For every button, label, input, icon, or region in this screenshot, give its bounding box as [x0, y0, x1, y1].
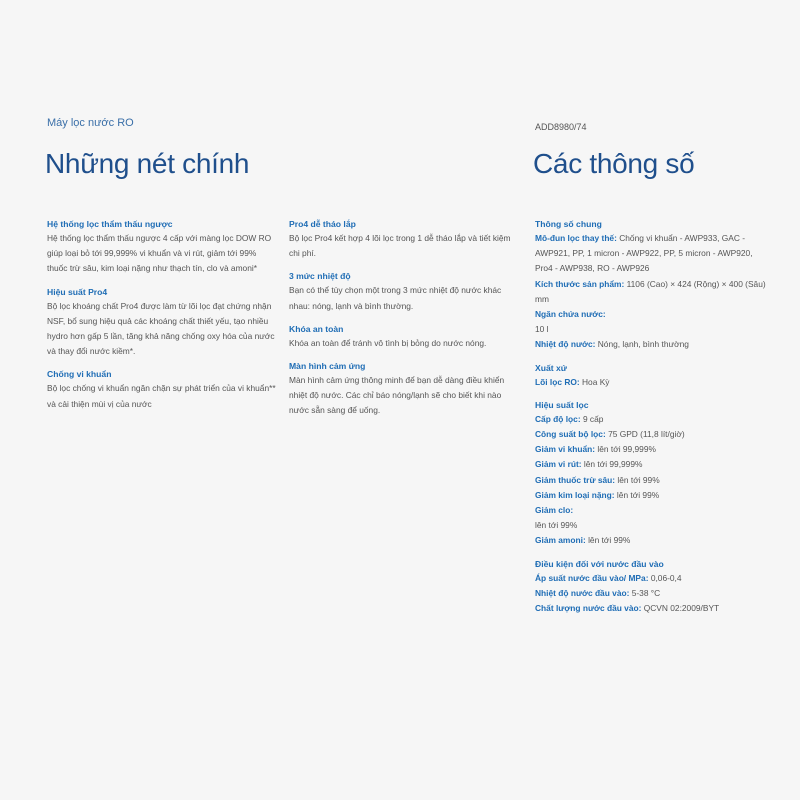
spec-value: lên tới 99% [535, 520, 578, 531]
spec-group-performance [535, 399, 767, 549]
spec-key: Chất lượng nước đầu vào [535, 603, 639, 614]
spec-value: Nóng, lạnh, bình thường [597, 339, 689, 350]
spec-group-title: Điều kiện đối với nước đầu vào [535, 558, 664, 569]
spec-group-input [535, 558, 767, 617]
feature-title: Chống vi khuẩn [47, 369, 112, 380]
spec-value: lên tới 99% [616, 489, 660, 500]
feature-body: Bộ lọc Pro4 kết hợp 4 lõi lọc trong 1 dễ tháo lắp và tiết kiệm chi phí. [289, 233, 511, 259]
spec-row: Giảm vi rút: lên tới 99,999% [535, 459, 643, 470]
spec-row: Lõi lọc RO: Hoa Kỳ [535, 376, 610, 387]
spec-row: Giảm thuốc trừ sâu: lên tới 99% [535, 474, 660, 485]
spec-key: Lõi lọc RO [535, 376, 577, 387]
feature-body: Màn hình cảm ứng thông minh để bạn dễ dàng điều khiển nhiệt độ nước. Các chỉ báo nóng/lạnh sẽ cho biết khi nào nước sẵn sàng để uống. [289, 375, 505, 416]
spec-row: Cấp độ lọc: 9 cấp [535, 413, 604, 424]
spec-row: Mô-đun lọc thay thế: Chống vi khuẩn - AWP933, GAC - AWP921, PP, 1 micron - AWP922, PP, 5 micron - AWP920, Pro4 - AWP938, RO - AWP926 [535, 233, 753, 274]
spec-key: Cấp độ lọc [535, 413, 578, 424]
specs-heading: Các thông số [533, 148, 695, 179]
spec-value: 5-38 °C [631, 587, 661, 598]
feature-title: Màn hình cảm ứng [289, 361, 366, 372]
spec-group-title: Thông số chung [535, 219, 602, 229]
spec-row: Áp suất nước đầu vào/ MPa: 0,06-0,4 [535, 572, 682, 583]
spec-row: Nhiệt độ nước: Nóng, lạnh, bình thường [535, 339, 689, 350]
spec-row: Ngăn chứa nước: 10 l [535, 309, 606, 335]
model-number: ADD8980/74 [535, 122, 587, 132]
feature-title: 3 mức nhiệt độ [289, 271, 351, 282]
spec-key: Giảm vi khuẩn [535, 444, 593, 455]
feature-body: Khóa an toàn để tránh vô tình bị bỏng do nước nóng. [289, 337, 487, 348]
feature-title: Hệ thống lọc thẩm thấu ngược [47, 219, 173, 229]
spec-key: Nhiệt độ nước [535, 339, 593, 350]
feature-body: Bộ lọc chống vi khuẩn ngăn chặn sự phát triển của vi khuẩn** và cải thiện mùi vị của nước [47, 383, 276, 409]
features-column-2 [289, 218, 511, 428]
spec-row: Giảm kim loại nặng: lên tới 99% [535, 489, 660, 500]
spec-row: Giảm clo: lên tới 99% [535, 505, 578, 531]
spec-key: Giảm kim loại nặng [535, 489, 612, 500]
spec-row: Chất lượng nước đầu vào: QCVN 02:2009/BYT [535, 603, 720, 614]
feature-body: Hệ thống lọc thẩm thấu ngược 4 cấp với màng lọc DOW RO giúp loại bỏ tới 99,999% vi khuẩn và vi rút, giảm tới 99% thuốc trừ sâu, kim loại nặng như thạch tín, clo và amoni* [47, 233, 272, 274]
spec-key: Mô-đun lọc thay thế [535, 233, 615, 243]
spec-row: Giảm vi khuẩn: lên tới 99,999% [535, 444, 656, 455]
spec-group-origin [535, 362, 767, 390]
spec-value: QCVN 02:2009/BYT [643, 603, 720, 614]
features-heading: Những nét chính [45, 148, 250, 179]
feature-title: Khóa an toàn [289, 323, 344, 334]
spec-value: 1106 (Cao) × 424 (Rộng) × 400 (Sâu) mm [535, 278, 766, 304]
spec-value: lên tới 99,999% [583, 459, 643, 470]
spec-key: Áp suất nước đầu vào/ MPa [535, 572, 646, 583]
spec-key: Nhiệt độ nước đầu vào [535, 587, 627, 598]
spec-row: Giảm amoni: lên tới 99% [535, 535, 631, 546]
spec-group-general [535, 218, 767, 353]
spec-group-title: Hiệu suất lọc [535, 399, 589, 410]
feature-title: Pro4 dễ tháo lắp [289, 219, 356, 229]
spec-value: 0,06-0,4 [650, 572, 682, 583]
spec-key: Kích thước sản phẩm [535, 278, 622, 289]
spec-value: lên tới 99% [617, 474, 660, 485]
spec-group-title: Xuất xứ [535, 362, 568, 373]
spec-value: lên tới 99,999% [597, 444, 656, 455]
spec-row: Công suất bộ lọc: 75 GPD (11,8 lít/giờ) [535, 429, 685, 440]
spec-value: Hoa Kỳ [582, 376, 610, 387]
features-column-1 [47, 218, 277, 421]
specs-column [535, 218, 767, 625]
product-name: Máy lọc nước RO [47, 117, 134, 129]
feature-body: Bộ lọc khoáng chất Pro4 được làm từ lõi lọc đạt chứng nhận NSF, bổ sung hiệu quả các khoáng chất thiết yếu, tạo nhiều hydro hơn gấp 5 lần, tăng khả năng chống oxy hóa của nước và thay đổi nước kiềm*. [47, 300, 275, 357]
spec-value: lên tới 99% [588, 535, 631, 546]
spec-key: Giảm vi rút [535, 459, 579, 470]
spec-value: 10 l [535, 324, 549, 335]
spec-key: Ngăn chứa nước [535, 309, 603, 320]
feature-title: Hiệu suất Pro4 [47, 286, 108, 297]
spec-row: Nhiệt độ nước đầu vào: 5-38 °C [535, 587, 661, 598]
spec-value: 75 GPD (11,8 lít/giờ) [608, 429, 685, 440]
spec-key: Giảm amoni [535, 535, 583, 546]
spec-row: Kích thước sản phẩm: 1106 (Cao) × 424 (Rộng) × 400 (Sâu) mm [535, 278, 766, 304]
spec-value: 9 cấp [582, 413, 604, 424]
spec-key: Công suất bộ lọc [535, 429, 603, 440]
spec-key: Giảm thuốc trừ sâu [535, 474, 613, 485]
spec-key: Giảm clo [535, 505, 571, 516]
feature-body: Bạn có thể tùy chọn một trong 3 mức nhiệt độ nước khác nhau: nóng, lạnh và bình thường. [289, 285, 502, 311]
spec-value: Chống vi khuẩn - AWP933, GAC - AWP921, PP, 1 micron - AWP922, PP, 5 micron - AWP920, Pro4 - AWP938, RO - AWP926 [535, 233, 753, 274]
